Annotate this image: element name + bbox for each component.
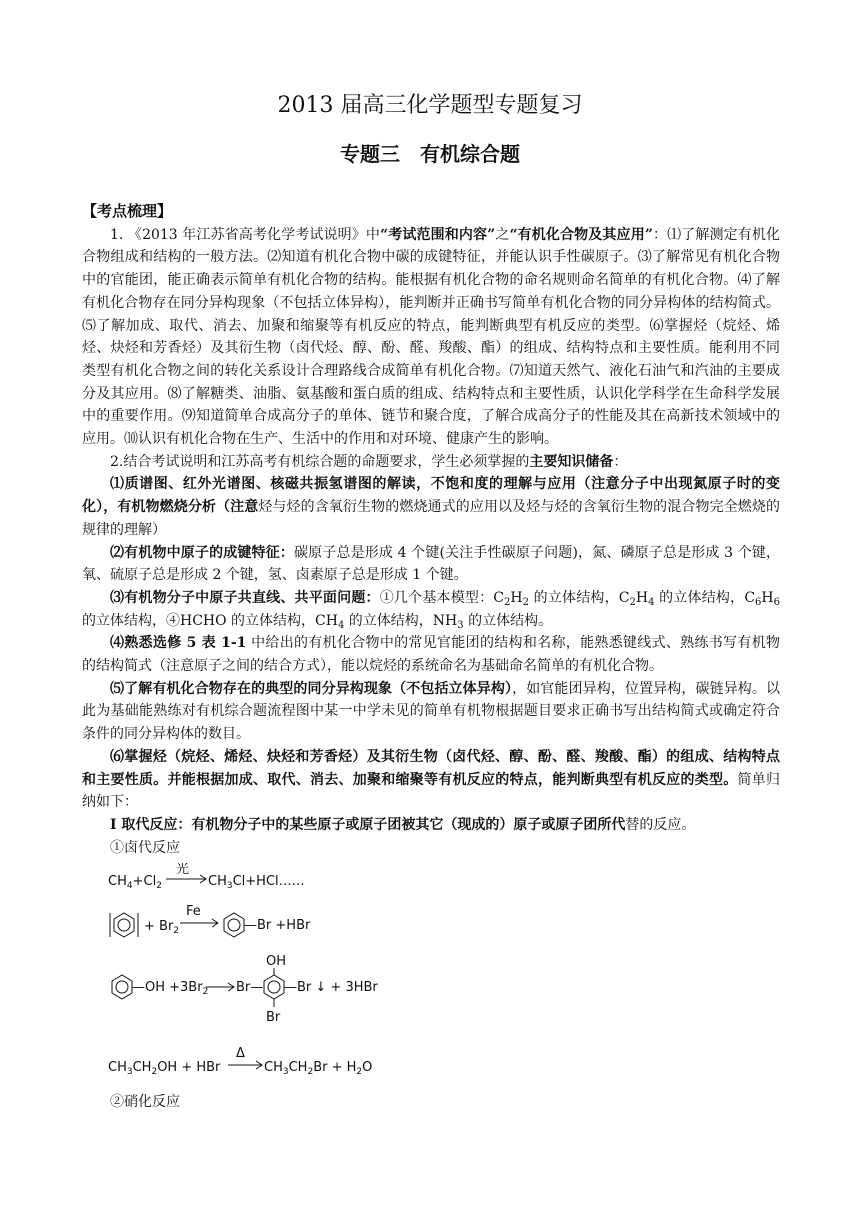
benzene-ring-icon — [114, 913, 134, 937]
k3-sub: 2 — [629, 596, 636, 608]
r1-bold: Ⅰ 取代反应：有机物分子中的某些原子或原子团被其它（现成的）原子或原子团所代 — [110, 816, 626, 833]
k3-t1: ①几个基本模型：C — [379, 589, 505, 606]
k3-bold: ⑶有机物分子中原子共直线、共平面问题： — [110, 589, 380, 606]
k5-bold: ⑸了解有机化合物存在的典型的同分异构现象（不包括立体异构） — [110, 680, 513, 697]
knowledge-item-5 — [82, 678, 780, 746]
eq1-rhs: $CH_3Cl+HCl\dots\dots$ — [208, 874, 305, 892]
knowledge-item-1 — [82, 473, 780, 541]
k3-sub: 2 — [504, 596, 511, 608]
k1-normal: 烃与烃的含氧衍生物的燃烧通式的应用以及烃与烃的含氧衍生物的混合物完全燃烧的规律的理解） — [82, 499, 780, 538]
k4-bold: ⑷熟悉选修 5 表 1-1 — [110, 635, 247, 652]
p1-prefix: 1. 《2013 年江苏省高考化学考试说明》中 — [110, 226, 381, 243]
k3-t8: 的立体结构，NH — [344, 612, 458, 629]
eq2-condition: Fe — [186, 904, 201, 920]
k3-t6: H — [761, 589, 774, 606]
k5-normal: ，如官能团异构，位置异构，碳链异构。以此为基础能熟练对有机综合题流程图中某一中学未见的简单有机物根据题目要求正确书写出结构简式或确定符合条件的同分异构体的数目。 — [82, 680, 781, 743]
eq3-prod-right: —Br ↓ + 3HBr — [284, 980, 378, 996]
eq4-condition: Δ — [236, 1046, 245, 1062]
p2-bold: 主要知识储备 — [529, 453, 614, 470]
p2-text: 2.结合考试说明和江苏高考有机综合题的命题要求，学生必须掌握的 — [110, 453, 530, 470]
k1-bold: ⑴质谱图、红外光谱图、核磁共振氢谱图的解读，不饱和度的理解与应用（注意分子中出现氮原子时的变化），有机物燃烧分析（注意 — [82, 476, 780, 516]
document-body — [82, 200, 780, 1114]
equation-methane-chlorination — [108, 863, 305, 891]
k2-normal: 碳原子总是形成 4 个键(关注手性碳原子问题)，氮、磷原子总是形成 3 个键，氧、硫原子总是形成 2 个键，氢、卤素原子总是形成 1 个键。 — [82, 544, 780, 584]
eq3-prod-top: OH — [266, 954, 287, 970]
nitration-label: ②硝化反应 — [110, 1094, 180, 1111]
benzene-ring-icon — [224, 913, 244, 937]
benzene-ring-icon — [112, 975, 132, 999]
k4-normal: 中给出的有机化合物中的常见官能团的结构和名称，能熟悉键线式、熟练书写有机物的结构简式（注意原子之间的结合方式），能以烷烃的系统命名为基础命名简单的有机化合物。 — [82, 635, 780, 675]
paragraph-1 — [82, 224, 780, 451]
knowledge-item-3 — [82, 587, 780, 632]
eq2-rhs: —Br +HBr — [244, 918, 311, 934]
p1-mid: 之 — [495, 226, 510, 243]
p2-end: ： — [613, 453, 628, 470]
reaction-type-1 — [82, 814, 780, 837]
halogenation-label: ①卤代反应 — [110, 839, 180, 856]
k3-t7: 的立体结构，④HCHO 的立体结构，CH — [82, 612, 338, 629]
k6-normal: 简单归纳如下： — [82, 771, 780, 811]
eq4-rhs: $CH_3CH_2Br + H_2O$ — [264, 1060, 373, 1078]
knowledge-item-4 — [82, 632, 780, 677]
k3-t3: 的立体结构，C — [528, 589, 630, 606]
eq4-lhs: $CH_3CH_2OH$ + HBr — [108, 1060, 221, 1078]
k3-sub: 6 — [773, 596, 781, 608]
k3-t2: H — [510, 589, 523, 606]
section-heading: 【考点梳理】 — [82, 202, 173, 220]
k6-bold: ⑹掌握烃（烷烃、烯烃、炔烃和芳香烃）及其衍生物（卤代烃、醇、酚、醛、羧酸、酯）的组成、结构特点和主要性质。并能根据加成、取代、消去、加聚和缩聚等有机反应的特点，能判断典型有机反应的类型。 — [82, 748, 780, 788]
document-subtitle: 专题三 有机综合题 — [340, 142, 520, 166]
equation-benzene-bromination — [110, 904, 311, 937]
k3-sub: 6 — [755, 596, 762, 608]
p1-bold-topic: “有机化合物及其应用” — [509, 226, 653, 243]
eq2-lhs: + $Br_2$ — [144, 919, 180, 937]
k3-t4: H — [635, 589, 649, 606]
benzene-ring-icon — [264, 975, 284, 999]
eq3-prod-bottom: Br — [266, 1010, 281, 1026]
equation-ethanol-hbr — [108, 1046, 372, 1077]
eq3-prod-left: Br— — [236, 980, 264, 996]
reaction-equations — [106, 863, 426, 1089]
k3-t9: 的立体结构。 — [463, 612, 553, 629]
k3-sub: 3 — [457, 619, 464, 631]
p1-bold-scope: “考试范围和内容” — [380, 226, 496, 243]
k2-bold: ⑵有机物中原子的成键特征： — [110, 544, 294, 561]
knowledge-item-2 — [82, 542, 780, 587]
k3-t5: 的立体结构，C — [654, 589, 756, 606]
r1-normal: 替的反应。 — [625, 816, 696, 833]
k3-sub: 4 — [337, 619, 345, 631]
k3-sub: 2 — [522, 596, 529, 608]
eq1-lhs: $CH_4+Cl_2$ — [108, 874, 162, 892]
p1-rest: ：⑴了解测定有机化合物组成和结构的一般方法。⑵知道有机化合物中碳的成键特征，并能认识手性碳原子。⑶了解常见有机化合物中的官能团，能正确表示简单有机化合物的结构。能根据有机化合物的命名规则命名简单的有机化合物。⑷了解有机化合物存在同分异构现象（不包括立体异构），能判断并正确书写简单有机化合物的同分异构体的结构简式。⑸了解加成、取代、消去、加聚和缩聚等有机反应的特点，能判断典型有机反应的类型。⑹掌握烃（烷烃、烯烃、炔烃和芳香烃）及其衍生物（卤代烃、醇、酚、醛、羧酸、酯）的组成、结构特点和主要性质。能利用不同类型有机化合物之间的转化关系设计合理路线合成简单有机化合物。⑺知道天然气、液化石油气和汽油的主要成分及其应用。⑻了解糖类、油脂、氨基酸和蛋白质的组成、结构特点和主要性质，认识化学科学在生命科学发展中的重要作用。⑼知道简单合成高分子的单体、链节和聚合度，了解合成高分子的性能及其在高新技术领域中的应用。⑽认识有机化合物在生产、生活中的作用和对环境、健康产生的影响。 — [82, 226, 781, 448]
eq3-lhs: —OH $+3Br_2$ — [132, 980, 209, 998]
knowledge-item-6 — [82, 746, 780, 814]
document-title: 2013 届高三化学题型专题复习 — [277, 93, 583, 118]
equation-phenol-bromination — [112, 954, 378, 1025]
paragraph-2 — [82, 451, 780, 474]
k3-sub: 4 — [648, 596, 655, 608]
eq1-condition: 光 — [176, 863, 190, 878]
